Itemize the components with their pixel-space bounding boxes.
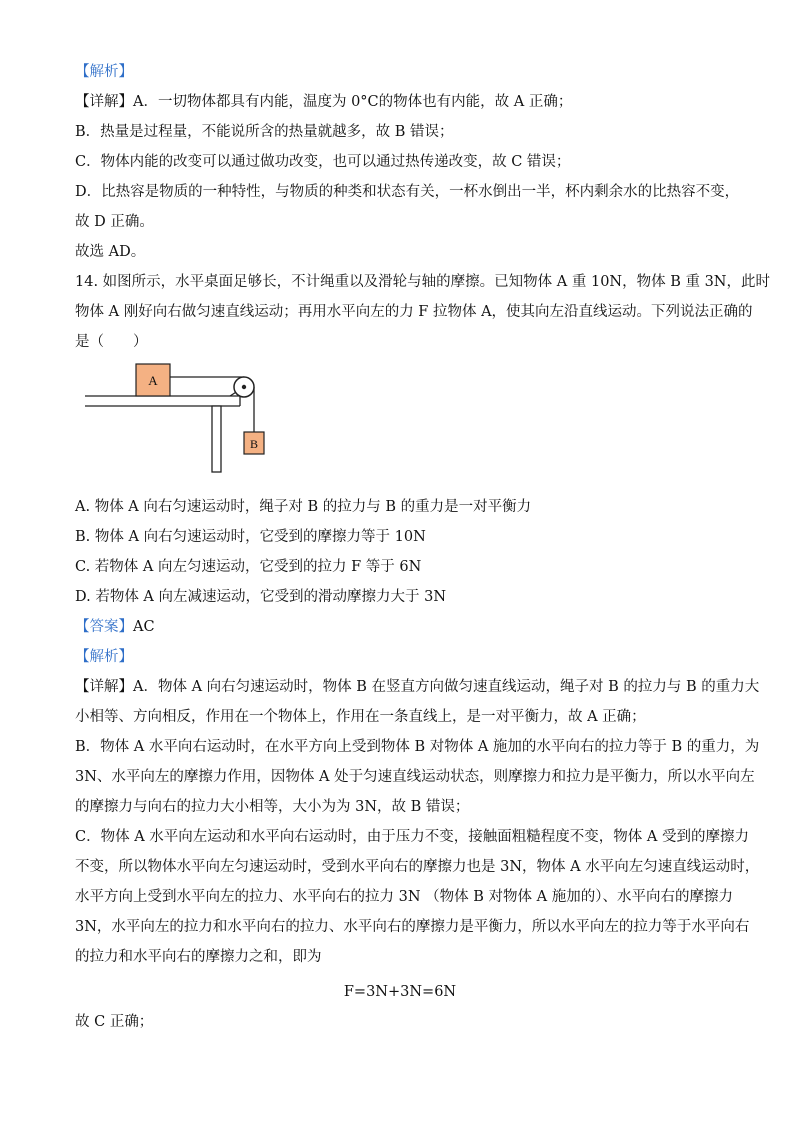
option-d: D. 若物体 A 向左减速运动，它受到的滑动摩擦力大于 3N <box>75 589 447 605</box>
paragraph-line: 【详解】A．一切物体都具有内能，温度为 0°C的物体也有内能，故 A 正确； <box>75 94 573 110</box>
paragraph-line: 不变，所以物体水平向左匀速运动时，受到水平向右的摩擦力也是 3N，物体 A 水平向左匀速直线运动时， <box>75 859 760 875</box>
paragraph-line: 的摩擦力与向右的拉力大小相等，大小为为 3N，故 B 错误； <box>75 799 470 815</box>
option-c: C. 若物体 A 向左匀速运动，它受到的拉力 F 等于 6N <box>75 559 422 575</box>
answer-tag: 【答案】 <box>75 619 133 635</box>
paragraph-line: B．热量是过程量，不能说所含的热量就越多，故 B 错误； <box>75 124 454 140</box>
option-a: A. 物体 A 向右匀速运动时，绳子对 B 的拉力与 B 的重力是一对平衡力 <box>75 499 532 515</box>
pulley-axle <box>242 385 246 389</box>
pulley-figure <box>80 360 280 480</box>
paragraph-line: 小相等、方向相反，作用在一个物体上，作用在一条直线上，是一对平衡力，故 A 正确； <box>75 709 646 725</box>
question-line: 14. 如图所示，水平桌面足够长，不计绳重以及滑轮与轴的摩擦。已知物体 A 重 10N，物体 B 重 3N，此时 <box>75 274 770 290</box>
analysis-tag: 【解析】 <box>75 64 133 80</box>
paragraph-line: 故 C 正确； <box>75 1014 154 1030</box>
paragraph-line: 的拉力和水平向右的摩擦力之和，即为 <box>75 949 322 965</box>
paragraph-line: D．比热容是物质的一种特性，与物质的种类和状态有关，一杯水倒出一半，杯内剩余水的比热容不变， <box>75 184 740 200</box>
paragraph-line: 故选 AD。 <box>75 244 146 260</box>
question-line: 物体 A 刚好向右做匀速直线运动；再用水平向左的力 F 拉物体 A，使其向左沿直线运动。下列说法正确的 <box>75 304 753 320</box>
block-b-label: B <box>249 437 259 451</box>
paragraph-line: 故 D 正确。 <box>75 214 154 230</box>
paragraph-line: B．物体 A 水平向右运动时，在水平方向上受到物体 B 对物体 A 施加的水平向右的拉力等于 B 的重力，为 <box>75 739 760 755</box>
paragraph-line: 3N、水平向左的摩擦力作用，因物体 A 处于匀速直线运动状态，则摩擦力和拉力是平衡力，所以水平向左 <box>75 769 755 785</box>
paragraph-line: 水平方向上受到水平向左的拉力、水平向右的拉力 3N （物体 B 对物体 A 施加的）、水平向右的摩擦力 <box>75 889 733 905</box>
option-b: B. 物体 A 向右匀速运动时，它受到的摩擦力等于 10N <box>75 529 426 545</box>
paragraph-line: C．物体内能的改变可以通过做功改变，也可以通过热传递改变，故 C 错误； <box>75 154 571 170</box>
analysis-tag: 【解析】 <box>75 649 133 665</box>
paragraph-line: 3N，水平向左的拉力和水平向右的拉力、水平向右的摩擦力是平衡力，所以水平向左的拉力等于水平向右 <box>75 919 750 935</box>
question-line: 是（ ） <box>75 334 148 350</box>
answer-value: AC <box>133 619 155 635</box>
paragraph-line: C．物体 A 水平向左运动和水平向右运动时，由于压力不变，接触面粗糙程度不变，物体 A 受到的摩擦力 <box>75 829 749 845</box>
answer-line <box>75 617 735 637</box>
paragraph-line: 【详解】A．物体 A 向右匀速运动时，物体 B 在竖直方向做匀速直线运动，绳子对 B 的拉力与 B 的重力大 <box>75 679 760 695</box>
block-a-label: A <box>148 373 158 388</box>
formula: F=3N+3N=6N <box>343 984 457 1000</box>
table-leg <box>212 406 221 472</box>
